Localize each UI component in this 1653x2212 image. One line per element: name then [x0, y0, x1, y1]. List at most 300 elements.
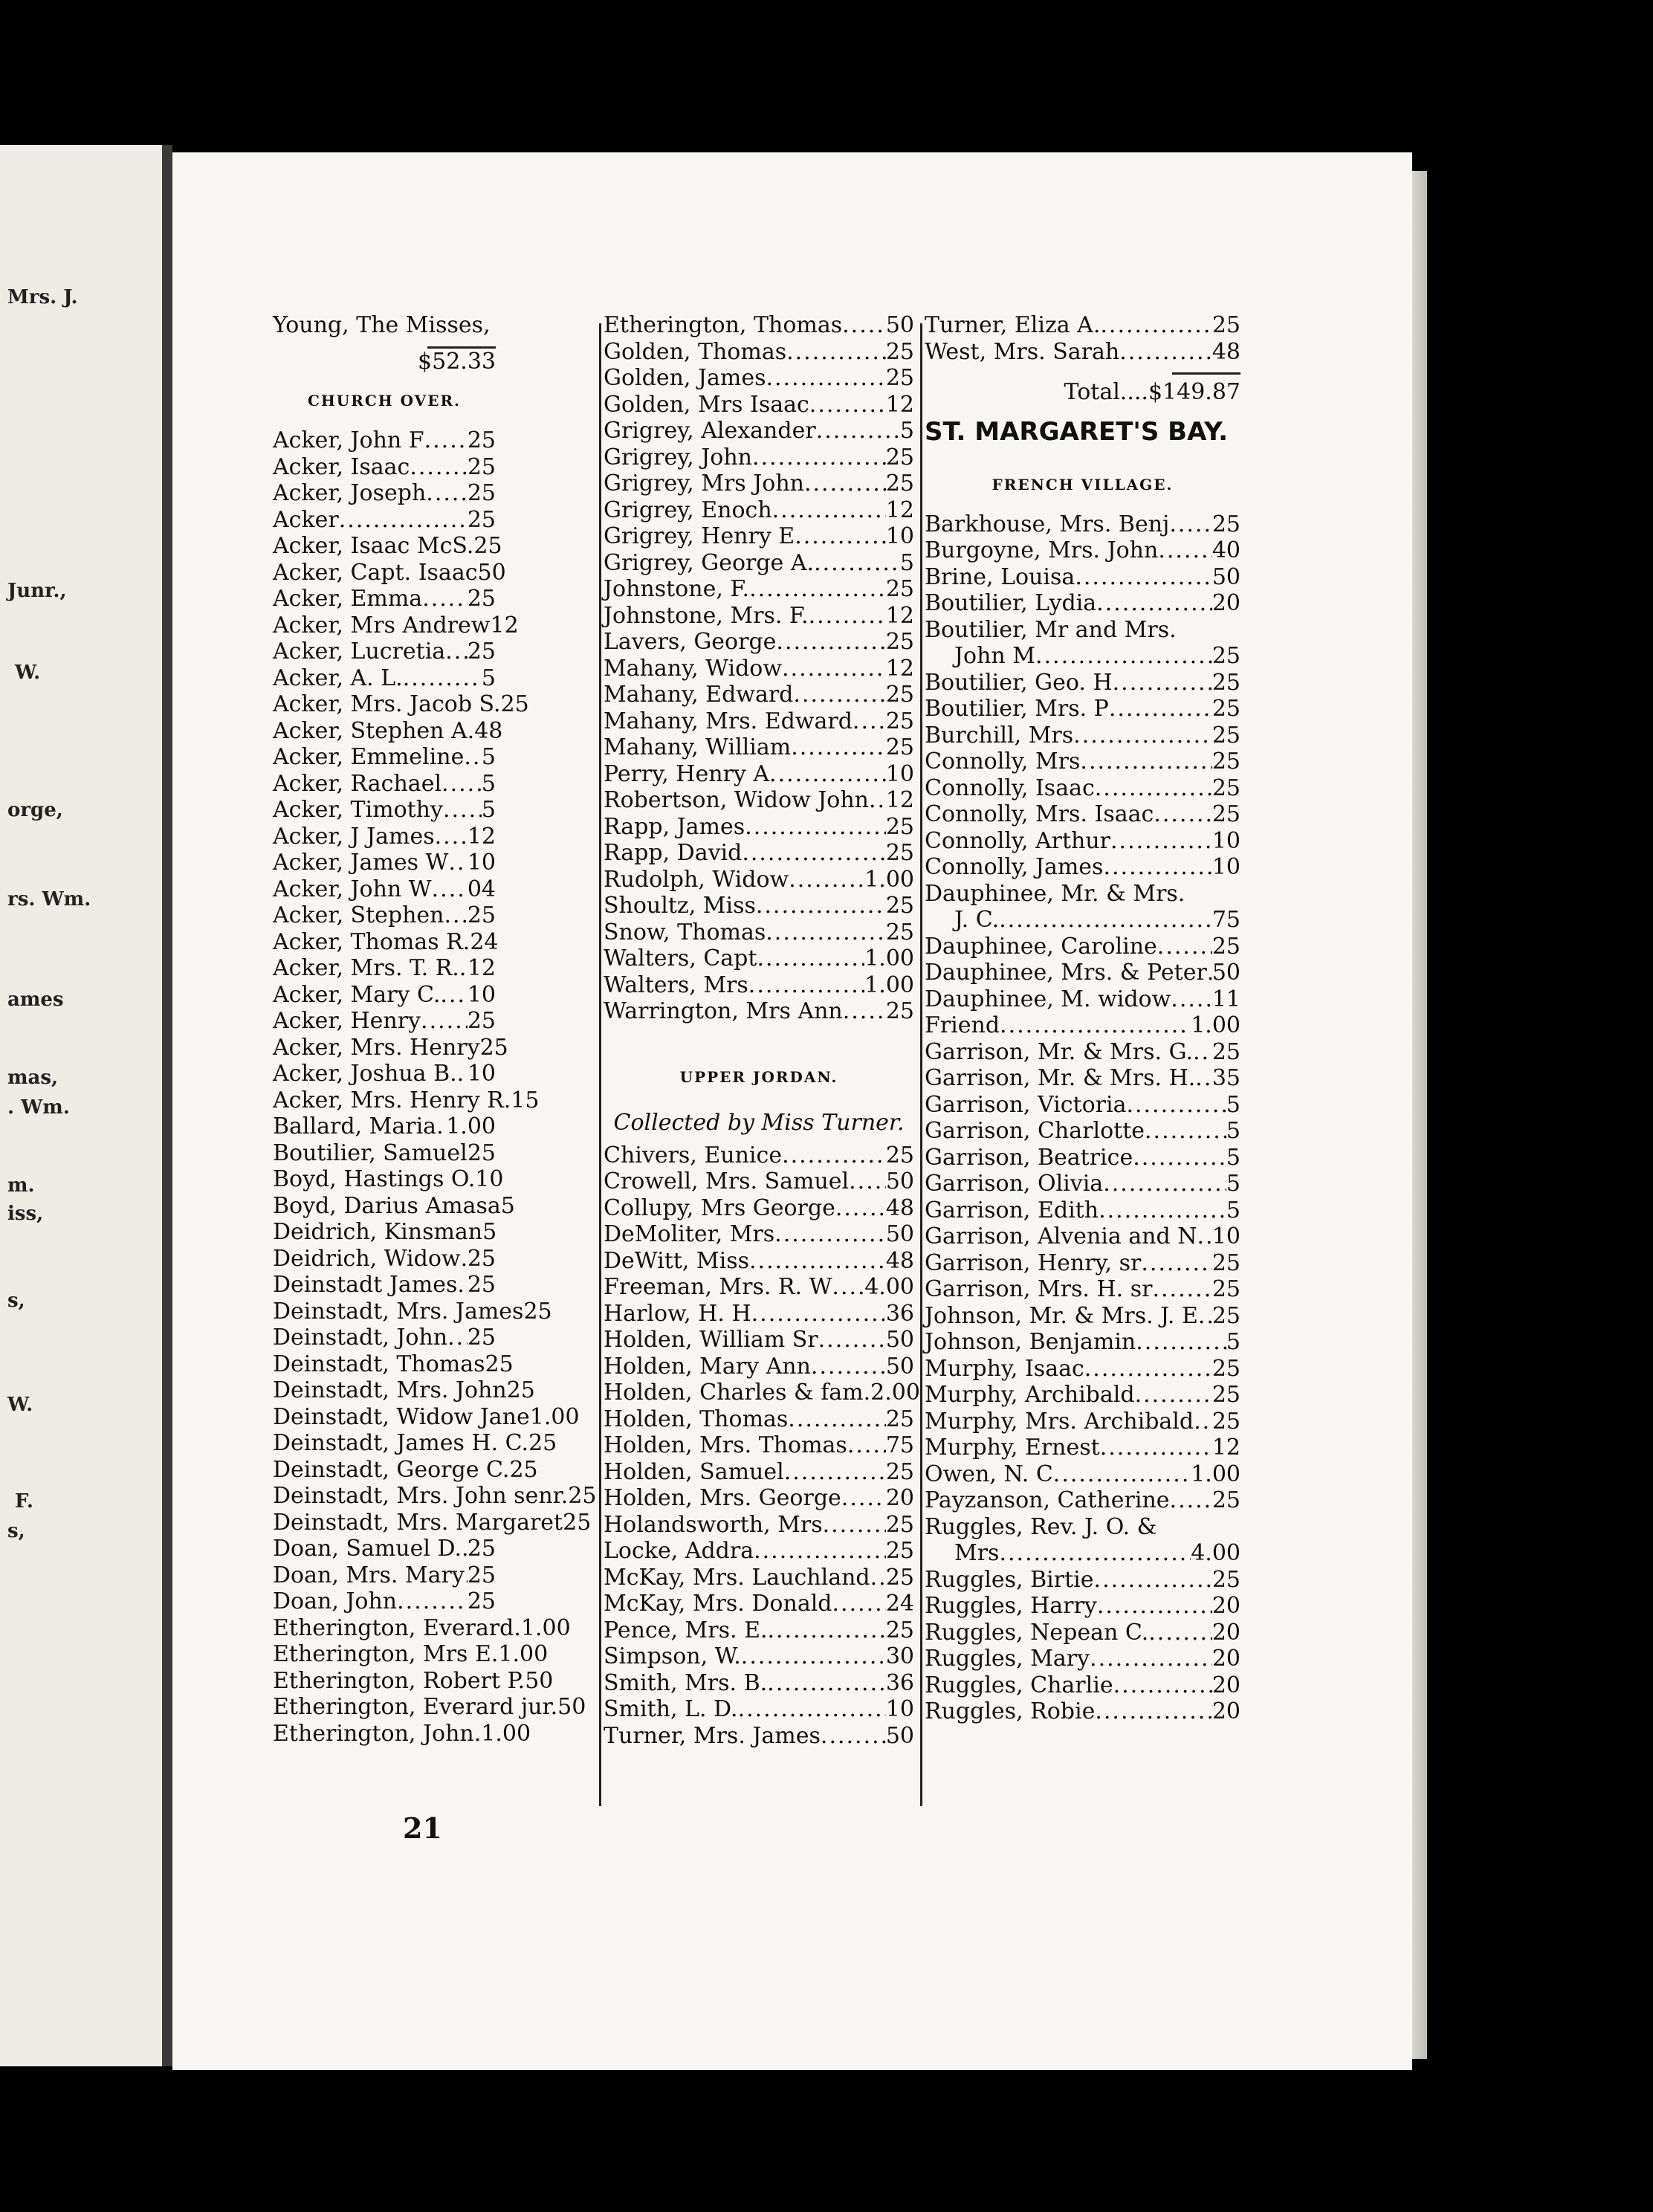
- leader-dots: [443, 797, 482, 824]
- leader-dots: [784, 1459, 886, 1486]
- entry-name: Garrison, Olivia: [925, 1171, 1104, 1197]
- entry-amount: 25: [467, 427, 496, 453]
- entry-name: Garrison, Alvenia and N: [925, 1223, 1197, 1249]
- entry-name: Deinstadt, James H. C.: [273, 1430, 529, 1456]
- entry-amount: 5: [1226, 1144, 1240, 1171]
- list-item: [925, 1435, 1240, 1461]
- entry-name: Mahany, William: [604, 734, 792, 760]
- leader-dots: [445, 638, 468, 665]
- leader-dots: [776, 629, 885, 656]
- leader-dots: [1075, 564, 1212, 591]
- list-item: [604, 1538, 914, 1565]
- entry-name: Acker, John F: [273, 427, 424, 453]
- entry-amount: 1.00: [481, 1720, 531, 1747]
- list-item: [273, 1483, 597, 1510]
- entry-name: Holden, Mary Ann: [604, 1353, 811, 1380]
- entry-name: Garrison, Beatrice: [925, 1144, 1133, 1171]
- entry-name: Acker, Isaac McS.: [273, 533, 474, 559]
- entry-name: Mahany, Mrs. Edward: [604, 708, 853, 734]
- entry-name: Deinstadt, John: [273, 1325, 448, 1351]
- entry-amount: 25: [485, 1351, 514, 1377]
- entry-amount: 25: [473, 533, 502, 559]
- list-item: [925, 1409, 1240, 1435]
- entry-amount: 25: [467, 1008, 496, 1034]
- list-item: [925, 960, 1240, 986]
- list-item: [604, 972, 914, 999]
- list-item: [273, 1087, 540, 1114]
- entry-amount: 25: [1212, 1408, 1240, 1435]
- entry-name: J. C.: [954, 907, 1000, 933]
- entry-name: Deidrich, Widow: [273, 1245, 461, 1272]
- entry-name: Acker, Mrs. Henry: [273, 1034, 480, 1061]
- leader-dots: [811, 1354, 886, 1380]
- list-item: [604, 497, 914, 524]
- leader-dots: [1133, 1145, 1226, 1171]
- entry-name: Burchill, Mrs: [925, 722, 1074, 748]
- list-item: [604, 1512, 914, 1539]
- leader-dots: [1198, 1303, 1212, 1330]
- leader-dots: [1099, 1197, 1226, 1224]
- margin-fragment: mas,: [7, 1067, 59, 1089]
- list-item: [273, 638, 496, 665]
- list-item: [273, 1720, 531, 1747]
- leader-dots: [457, 1272, 467, 1299]
- list-item: [273, 744, 496, 771]
- entry-amount: 12: [1212, 1435, 1240, 1461]
- entry-name: Acker, Isaac: [273, 453, 410, 480]
- entry-name: John M: [954, 643, 1035, 669]
- entry-name: Garrison, Edith: [925, 1197, 1099, 1223]
- entry-name: Mrs: [954, 1540, 1000, 1566]
- entry-name: Ballard, Maria: [273, 1113, 437, 1139]
- entry-amount: 20: [885, 1485, 914, 1511]
- list-item: [604, 392, 914, 418]
- entry-amount: 25: [1212, 801, 1240, 827]
- list-item: [604, 629, 914, 656]
- entry-amount: 25: [563, 1509, 592, 1536]
- list-item: [273, 902, 496, 929]
- entry-amount: 20: [1212, 1619, 1240, 1646]
- entry-amount: 25: [467, 1245, 496, 1272]
- entry-list: [925, 511, 1240, 1725]
- entry-amount: 25: [509, 1456, 538, 1483]
- entry-name: Doan, John: [273, 1588, 398, 1614]
- leader-dots: [422, 586, 468, 612]
- list-item: [925, 1567, 1240, 1594]
- entry-name: Simpson, W.: [604, 1643, 741, 1669]
- list-item: [925, 854, 1240, 881]
- leader-dots: [789, 867, 864, 893]
- entry-name: Etherington, Everard jur.: [273, 1694, 558, 1720]
- leader-dots: [751, 1301, 886, 1327]
- margin-fragment: s,: [7, 1520, 25, 1542]
- entry-name: Walters, Mrs: [604, 971, 748, 998]
- entry-amount: 5: [481, 664, 496, 691]
- entry-name: Johnstone, Mrs. F.: [604, 602, 809, 629]
- list-item: [273, 559, 506, 586]
- entry-amount: 25: [1212, 774, 1240, 801]
- list-item: [273, 1113, 496, 1140]
- entry-name: Acker, Henry: [273, 1008, 421, 1034]
- entry-amount: 5: [899, 418, 914, 444]
- list-item: [273, 797, 496, 824]
- list-item: [604, 339, 914, 366]
- entry-amount: 12: [467, 955, 496, 981]
- entry-amount: 20: [1212, 1698, 1240, 1724]
- list-item: [604, 1142, 914, 1169]
- list-item: [925, 590, 1240, 617]
- entry-name: Acker, Stephen: [273, 902, 444, 928]
- entry-amount: 10: [885, 523, 914, 549]
- leader-dots: [843, 998, 886, 1025]
- entry-amount: 10: [1212, 1223, 1240, 1249]
- entry-amount: 10: [467, 981, 496, 1008]
- subtotal: $52.33: [418, 348, 496, 375]
- entry-amount: 25: [885, 893, 914, 919]
- entry-amount: 12: [467, 823, 496, 850]
- entry-name: Johnson, Benjamin: [925, 1329, 1136, 1355]
- entry-amount: 25: [467, 1272, 496, 1298]
- entry-name: Garrison, Henry, sr: [925, 1249, 1142, 1276]
- list-item: [604, 998, 914, 1025]
- entry-amount: 50: [885, 1221, 914, 1247]
- leader-dots: [1152, 1276, 1212, 1303]
- entry-amount: 1.00: [1191, 1461, 1240, 1487]
- leader-dots: [1053, 1461, 1191, 1488]
- leader-dots: [462, 1536, 468, 1562]
- entry-name: Burgoyne, Mrs. John: [925, 537, 1159, 563]
- entry-name: Boutilier, Geo. H: [925, 669, 1113, 696]
- entry-name: Acker, Mrs Andrew: [273, 612, 491, 638]
- leader-dots: [749, 1248, 886, 1275]
- entry-amount: 25: [528, 1430, 557, 1456]
- list-item: [604, 1221, 914, 1248]
- list-item: [925, 1356, 1240, 1382]
- entry-amount: 1.00: [520, 1614, 571, 1641]
- entry-name: Ruggles, Rev. J. O. &: [925, 1513, 1157, 1540]
- list-item: [925, 1646, 1240, 1672]
- list-item: [273, 1325, 496, 1351]
- entry-amount: 25: [885, 1458, 914, 1485]
- entry-list: [604, 312, 914, 1025]
- leader-dots: [818, 1327, 886, 1354]
- list-item: [604, 365, 914, 392]
- entry-amount: 5: [500, 1192, 515, 1219]
- list-item: [925, 1276, 1240, 1303]
- entry-amount: 25: [1212, 1382, 1240, 1408]
- entry-amount: 25: [1212, 1038, 1240, 1065]
- entry-amount: 25: [1212, 511, 1240, 537]
- entry-amount: 25: [467, 453, 496, 480]
- entry-amount: 12: [885, 787, 914, 813]
- list-item: [925, 1223, 1240, 1250]
- entry-name: Grigrey, Henry E: [604, 523, 795, 549]
- entry-amount: 12: [885, 497, 914, 523]
- entry-amount: 50: [557, 1694, 586, 1720]
- entry-amount: 12: [885, 602, 914, 629]
- list-item: [925, 1303, 1240, 1330]
- entry-amount: 25: [1212, 1249, 1240, 1276]
- leader-dots: [464, 744, 482, 771]
- list-item: [604, 1459, 914, 1486]
- list-item: [273, 1536, 496, 1562]
- entry-name: Acker, Joseph: [273, 480, 427, 506]
- entry-amount: 1.00: [864, 945, 914, 971]
- leader-dots: [869, 787, 886, 814]
- entry-name: Owen, N. C: [925, 1461, 1053, 1487]
- entry-name: Deinstadt James: [273, 1272, 458, 1298]
- list-item: [925, 1593, 1240, 1620]
- leader-dots: [791, 734, 886, 761]
- entry-name: Pence, Mrs. E.: [604, 1617, 768, 1643]
- entry-name: Garrison, Charlotte: [925, 1118, 1145, 1144]
- leader-dots: [823, 1512, 886, 1539]
- entry-name: Perry, Henry A: [604, 760, 770, 787]
- entry-amount: 25: [568, 1483, 597, 1509]
- leader-dots: [842, 312, 886, 339]
- entry-name: Connolly, James: [925, 854, 1104, 880]
- entry-name: Acker, Capt. Isaac: [273, 559, 478, 586]
- entry-amount: 25: [885, 708, 914, 734]
- list-item: [925, 1382, 1240, 1409]
- entry-name: Lavers, George: [604, 629, 777, 655]
- entry-amount: 5: [482, 1219, 497, 1245]
- leader-dots: [1157, 934, 1212, 960]
- list-item: [273, 1219, 496, 1246]
- entry-name: Acker, Timothy: [273, 797, 443, 823]
- entry-amount: 25: [885, 470, 914, 497]
- list-item: [273, 1694, 586, 1721]
- leader-dots: [847, 1432, 886, 1459]
- leader-dots: [1135, 1382, 1212, 1409]
- entry-name: Ruggles, Robie: [925, 1698, 1096, 1724]
- leader-dots: [1103, 1171, 1226, 1197]
- entry-amount: 12: [885, 391, 914, 418]
- leader-dots: [832, 1591, 886, 1617]
- list-item: [925, 511, 1240, 538]
- leader-dots: [1109, 696, 1212, 722]
- entry-amount: 25: [467, 586, 496, 612]
- leader-dots: [766, 919, 886, 946]
- entry-amount: 4.00: [1191, 1540, 1240, 1566]
- list-item: [273, 771, 496, 798]
- entry-name: Acker, Mrs. T. R.: [273, 955, 459, 981]
- list-item: [604, 1327, 914, 1354]
- entry-amount: 40: [1212, 537, 1240, 563]
- list-item: [273, 717, 503, 745]
- list-item: [604, 945, 914, 972]
- list-item: [604, 734, 914, 761]
- list-item: [604, 682, 914, 708]
- entry-name: Acker, Joshua B.: [273, 1061, 457, 1087]
- entry-amount: 25: [523, 1298, 552, 1325]
- leader-dots: [1141, 1250, 1212, 1277]
- section-heading-upper-jordan: UPPER JORDAN.: [679, 1068, 838, 1086]
- entry-name: Holden, Mrs. Thomas: [604, 1432, 847, 1458]
- entry-name: Acker, Rachael: [273, 770, 442, 797]
- entry-amount: 2.00: [870, 1380, 920, 1406]
- entry-name: Connolly, Arthur: [925, 827, 1110, 854]
- entry-amount: 5: [1226, 1091, 1240, 1118]
- list-item: [925, 1461, 1240, 1488]
- entry-name: Ruggles, Harry: [925, 1593, 1097, 1619]
- entry-name: Acker, Thomas R.: [273, 928, 470, 955]
- entry-name: Holden, Charles & fam.: [604, 1380, 871, 1406]
- entry-amount: 4.00: [864, 1274, 914, 1300]
- entry-amount: 35: [1212, 1065, 1240, 1091]
- margin-fragment: . Wm.: [7, 1096, 70, 1119]
- margin-fragment: W.: [7, 1394, 33, 1416]
- entry-name: Deinstadt, Mrs. John senr.: [273, 1483, 569, 1509]
- leader-dots: [766, 365, 885, 392]
- opening-line: Young, The Misses,: [273, 312, 491, 338]
- leader-dots: [832, 1274, 864, 1301]
- entry-name: Grigrey, George A.: [604, 549, 815, 576]
- list-item: [925, 828, 1240, 855]
- list-item: [925, 1197, 1240, 1224]
- entry-amount: 36: [885, 1669, 914, 1696]
- leader-dots: [741, 1643, 886, 1670]
- list-item: [925, 1698, 1240, 1725]
- leader-dots: [756, 893, 886, 919]
- leader-dots: [782, 656, 886, 682]
- leader-dots: [999, 1540, 1191, 1567]
- entry-name: Holden, Mrs. George: [604, 1485, 841, 1511]
- entry-name: Deinstadt, Mrs. John: [273, 1377, 507, 1403]
- entry-amount: 25: [1212, 1487, 1240, 1513]
- entry-name: Golden, Mrs Isaac: [604, 391, 809, 418]
- list-item: [604, 1723, 914, 1750]
- section-heading-french-village: FRENCH VILLAGE.: [992, 475, 1174, 494]
- list-item: [273, 1641, 549, 1668]
- leader-dots: [447, 1325, 468, 1351]
- entry-amount: 1.00: [446, 1113, 496, 1139]
- entry-amount: 25: [467, 506, 496, 533]
- leader-dots: [459, 955, 468, 982]
- entry-name: Deinstadt, Widow Jane: [273, 1403, 530, 1430]
- margin-fragment: iss,: [7, 1203, 44, 1225]
- entry-name: Holden, William Sr: [604, 1327, 818, 1353]
- list-item: [604, 814, 914, 841]
- entry-name: Grigrey, Alexander: [604, 418, 816, 444]
- entry-amount: 25: [1212, 643, 1240, 669]
- list-item: [925, 696, 1240, 722]
- entry-name: Ruggles, Charlie: [925, 1672, 1113, 1698]
- leader-dots: [809, 392, 886, 418]
- entry-amount: 25: [885, 1406, 914, 1432]
- entry-name: Brine, Louisa: [925, 563, 1075, 590]
- leader-dots: [421, 1008, 468, 1035]
- entry-amount: 50: [885, 1722, 914, 1749]
- leader-dots: [1090, 1646, 1212, 1672]
- entry-amount: 25: [885, 338, 914, 365]
- entry-amount: 25: [467, 1536, 496, 1562]
- entry-amount: 50: [885, 312, 914, 338]
- list-item: [604, 787, 914, 814]
- entry-amount: 25: [1212, 312, 1240, 338]
- entry-name: Etherington, Robert P.: [273, 1667, 525, 1694]
- entry-amount: 10: [885, 1696, 914, 1722]
- entry-name: Garrison, Mr. & Mrs. G.: [925, 1038, 1194, 1065]
- leader-dots: [426, 480, 468, 507]
- list-item: [604, 1643, 914, 1670]
- list-item: [604, 656, 914, 682]
- entry-name: Grigrey, John: [604, 444, 752, 470]
- page-number: 21: [403, 1811, 442, 1845]
- entry-amount: 25: [479, 1034, 508, 1061]
- leader-dots: [1170, 1487, 1212, 1514]
- list-item: [925, 1092, 1240, 1119]
- leader-dots: [1171, 986, 1212, 1013]
- entry-amount: 1.00: [1191, 1012, 1240, 1038]
- list-item: [925, 1329, 1240, 1356]
- list-item: [273, 1377, 535, 1404]
- collected-by-note: Collected by Miss Turner.: [613, 1110, 905, 1136]
- entry-name: Doan, Mrs. Mary: [273, 1562, 465, 1588]
- entry-name: Acker: [273, 506, 339, 533]
- entry-name: Murphy, Isaac: [925, 1355, 1084, 1382]
- leader-dots: [816, 418, 900, 444]
- entry-amount: 50: [885, 1327, 914, 1353]
- list-item: [604, 708, 914, 735]
- leader-dots: [768, 1617, 886, 1644]
- list-item: [273, 427, 496, 454]
- list-item: [604, 893, 914, 919]
- leader-dots: [849, 1168, 886, 1195]
- list-item: [925, 1620, 1240, 1646]
- entry-amount: 25: [885, 1564, 914, 1591]
- entry-name: Murphy, Mrs. Archibald: [925, 1408, 1194, 1435]
- entry-name: Crowell, Mrs. Samuel: [604, 1168, 850, 1194]
- entry-name: Ruggles, Mary: [925, 1646, 1090, 1672]
- list-item: [273, 1166, 504, 1193]
- list-item: [273, 1667, 554, 1695]
- entry-name: Golden, Thomas: [604, 338, 787, 365]
- list-item: [604, 576, 914, 603]
- list-item: [273, 454, 496, 481]
- list-item: [273, 612, 519, 639]
- list-item: [925, 748, 1240, 775]
- leader-dots: [788, 1406, 886, 1433]
- list-item: [604, 1696, 914, 1723]
- leader-dots: [754, 1538, 886, 1565]
- margin-fragment: Junr.,: [7, 580, 67, 602]
- entry-amount: 20: [1212, 590, 1240, 616]
- list-item: [604, 444, 914, 471]
- entry-amount: 25: [467, 1562, 496, 1588]
- leader-dots: [772, 497, 886, 524]
- leader-dots: [795, 523, 886, 550]
- list-item: [273, 1034, 508, 1061]
- entry-name: Acker, Mary C.: [273, 981, 441, 1008]
- entry-name: Grigrey, Mrs John: [604, 470, 804, 497]
- entry-amount: 10: [1212, 854, 1240, 880]
- entry-amount: 5: [481, 744, 496, 770]
- entry-name: Warrington, Mrs Ann: [604, 998, 843, 1024]
- leader-dots: [1145, 1118, 1226, 1145]
- list-item: [604, 1670, 914, 1697]
- leader-dots: [1195, 1065, 1212, 1092]
- entry-name: Locke, Addra: [604, 1538, 754, 1564]
- entry-list: [273, 427, 597, 1747]
- list-item: [273, 507, 496, 534]
- entry-name: Murphy, Ernest: [925, 1435, 1100, 1461]
- entry-name: Mahany, Edward: [604, 682, 794, 708]
- list-item: [604, 1168, 914, 1195]
- list-item: [273, 1403, 580, 1431]
- entry-name: Boutilier, Mrs. P: [925, 696, 1109, 722]
- leader-dots: [835, 1195, 886, 1222]
